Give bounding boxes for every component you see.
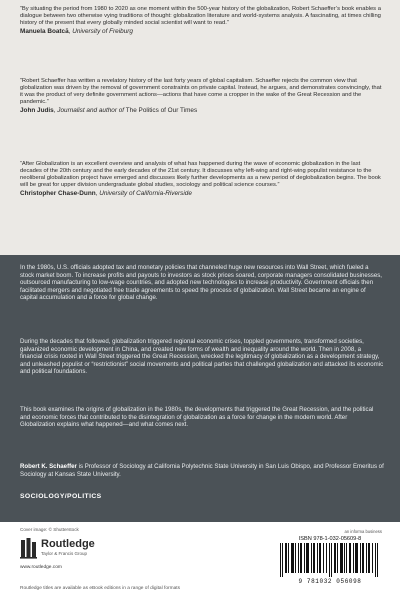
endorsement-text: “Robert Schaeffer has written a revelatory history of the last forty years of global capitalism. Schaeffer rejects the common view that globalization was driven by the removal of government constraints on private capital. Instead, he argues, and demonstrates convincingly, that it was the product of very definite government actions—actions that have come a cropper in the wake of the Great Recession and the pandemic.” xyxy=(20,78,382,106)
description-paragraph-2 xyxy=(20,338,384,376)
endorsement-text: “By situating the period from 1980 to 2020 as one moment within the 500-year history of the globalization, Robert Schaeffer’s book enables a dialogue between two otherwise vying traditions of thought: globalization literature and world-systems analysis. A fascinating, at times chilling history of the present that every globally minded social scientist will want to read.” xyxy=(20,6,381,27)
author-bio xyxy=(20,463,384,478)
endorser-affiliation: University of Freiburg xyxy=(72,28,133,36)
endorser-book-title: The Politics of Our Times xyxy=(125,107,198,115)
endorser-name: John Judis xyxy=(20,107,54,115)
endorsement-attribution: Manuela Boatcă, University of Freiburg xyxy=(20,28,133,36)
publisher-name: Routledge xyxy=(41,538,95,550)
description-paragraph-1 xyxy=(20,264,384,302)
paragraph-text: During the decades that followed, globalization triggered regional economic crises, toppled governments, transformed societies, galvanized economic development in China, and created new forms of wealth and inequality around the world. Then in 2008, a financial crisis rooted in Wall Street triggered the Great Recession, wrecked the legitimacy of globalization as a development strategy, and unleashed populist or “restrictionist” social movements and political parties that challenged globalization and attacked its economic and political foundations. xyxy=(20,338,384,375)
endorsement-boatca xyxy=(20,6,382,36)
barcode-icon xyxy=(278,543,382,577)
author-name: Robert K. Schaeffer xyxy=(20,463,77,470)
barcode-number: 9 781032 056098 xyxy=(298,578,362,585)
endorsement-judis xyxy=(20,78,382,115)
endorser-name: Christopher Chase-Dunn xyxy=(20,190,96,198)
subject-category: SOCIOLOGY/POLITICS xyxy=(20,493,102,500)
ebook-note: Routledge titles are available as eBook editions in a range of digital formats xyxy=(20,586,180,591)
endorser-name: Manuela Boatcă xyxy=(20,28,69,36)
author-bio-body: is Professor of Sociology at California Polytechnic State University in San Luis Obispo, and Professor Emeritus of Sociology at Kansas State University. xyxy=(20,463,384,478)
endorser-affiliation: Journalist and author of xyxy=(57,107,125,115)
author-bio-text xyxy=(20,463,384,478)
informa-tagline: an informa business xyxy=(344,529,382,534)
cover-credit: Cover image: © Shutterstock xyxy=(20,527,79,532)
endorsement-attribution: John Judis, Journalist and author of The Politics of Our Times xyxy=(20,107,198,115)
paragraph-text: This book examines the origins of globalization in the 1980s, the developments that triggered the Great Recession, and the political and economic forces that contributed to the disintegration of globalization as a force for change in the modern world. After Globalization explains what happened—and what comes next. xyxy=(20,406,374,428)
endorsement-attribution: Christopher Chase-Dunn, University of California-Riverside xyxy=(20,190,192,198)
isbn-label: ISBN 978-1-032-05609-8 xyxy=(298,536,362,542)
publisher-url: www.routledge.com xyxy=(20,565,62,570)
paragraph-text: In the 1980s, U.S. officials adopted tax and monetary policies that channeled huge new resources into Wall Street, which fueled a stock market boom. To increase profits and payouts to investors as stock prices soared, corporate managers consolidated businesses, outsourced manufacturing to low-wage countries, and adopted new technologies to increase productivity. Government officials then facilitated mergers and negotiated free trade agreements to speed the process of globalization. Wall Street became an engine of capital accumulation and a force for global change. xyxy=(20,264,382,301)
endorsement-chase-dunn xyxy=(20,161,382,198)
routledge-logo-icon xyxy=(20,537,38,559)
description-paragraph-3 xyxy=(20,406,384,429)
publisher-sub: Taylor & Francis Group xyxy=(41,551,88,556)
endorsements-panel xyxy=(0,0,400,255)
endorsement-text: “After Globalization is an excellent overview and analysis of what has happened during the wave of economic globalization in the last decades of the 20th century and the early decades of the 21st century. It discusses why left-wing and right-wing populist resistance to the neoliberal globalization project have emerged and discusses likely further developments as a new period of deglobalization begins. The book will be great for upper division undergraduate global studies, sociology and political science courses.” xyxy=(20,161,381,189)
publisher-logo xyxy=(20,537,170,561)
endorser-affiliation: University of California-Riverside xyxy=(99,190,192,198)
